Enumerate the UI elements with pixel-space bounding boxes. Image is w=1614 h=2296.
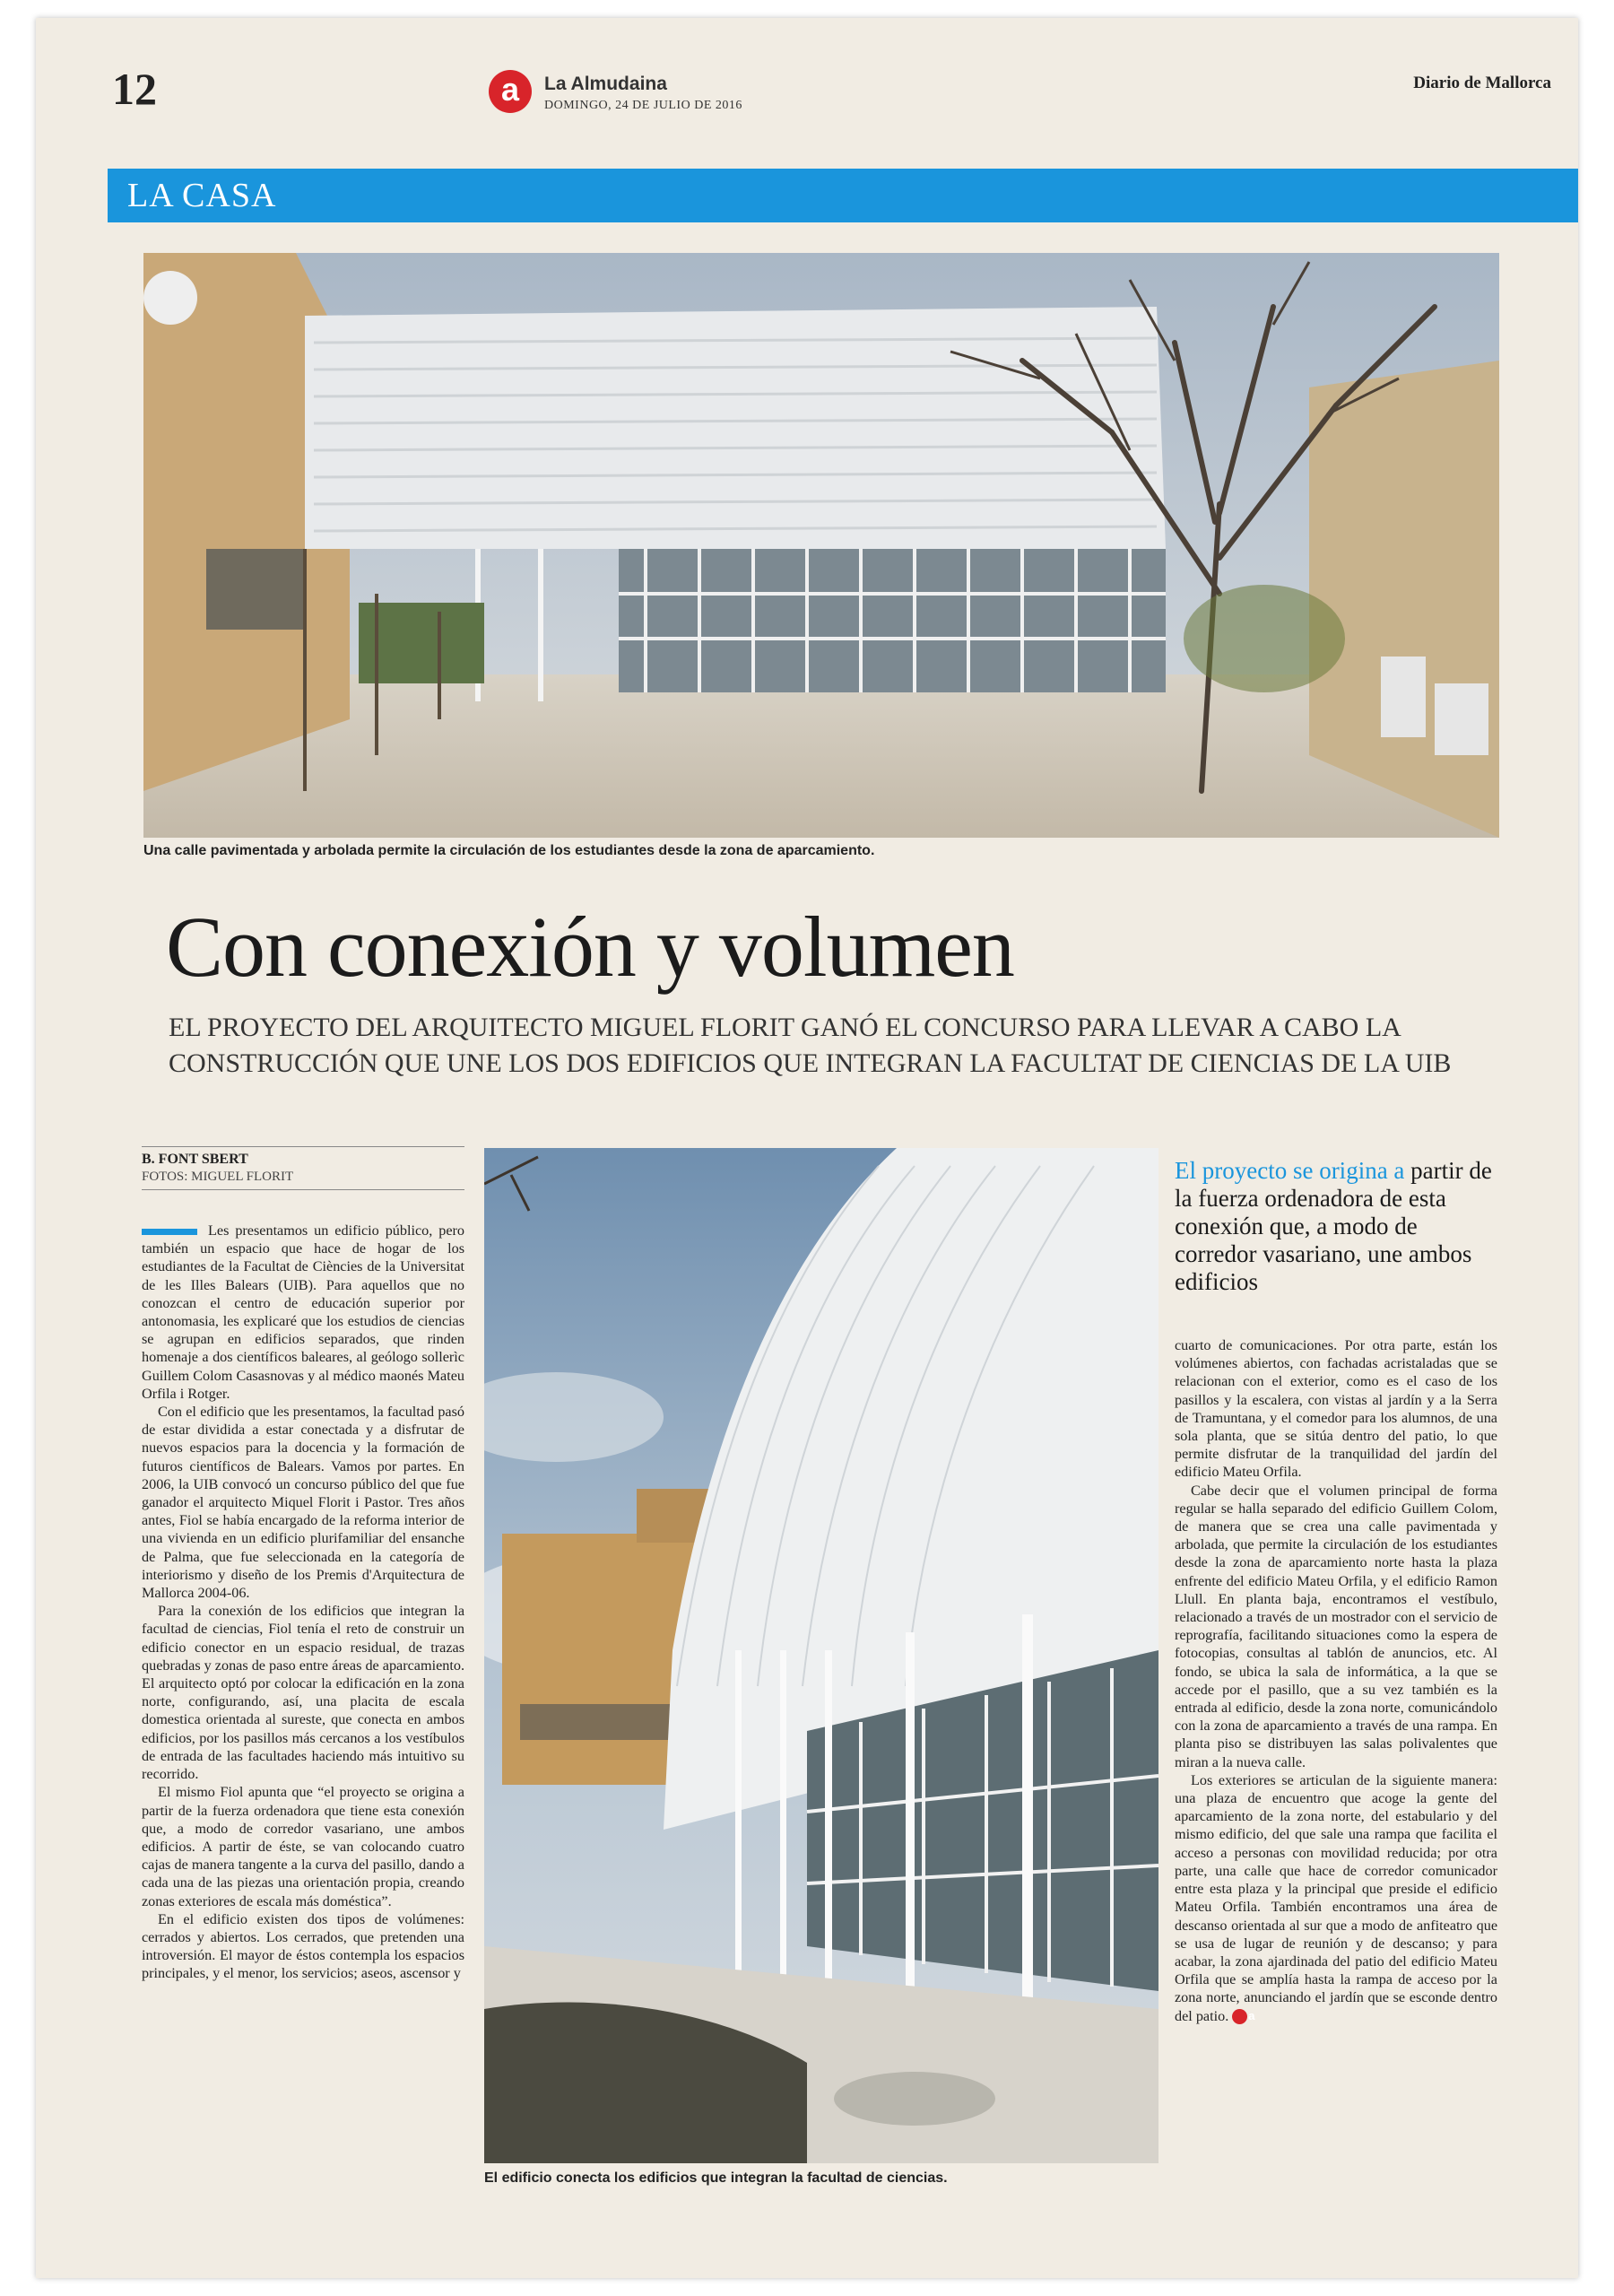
middle-photo-caption: El edificio conecta los edificios que integran la facultad de ciencias. [484, 2170, 948, 2186]
newspaper-logo-icon: a [489, 70, 532, 113]
issue-date: DOMINGO, 24 DE JULIO DE 2016 [544, 99, 742, 112]
article-paragraph: Para la conexión de los edificios que integran la facultad de ciencias, Fiol tenía el reto de construir un edificio conector en un espacio residual, de trazas quebradas y zonas de paso entre áreas de aparcamiento. El arquitecto optó por colocar la edificación en la zona norte, configurando, así, una placita de escala domestica orientada al sureste, que conecta en ambos edificios, por los pasillos más cercanos a los vestíbulos de entrada de las facultades haciendo más intuitivo su recorrido. [142, 1603, 464, 1783]
article-paragraph: Les presentamos un edificio público, pero también un espacio que hace de hogar de los estudiantes de la Facultat de Ciències de la Universitat de les Illes Balears (UIB). Para aquellos que no conozcan el centro de educación superior por antonomasia, les explicaré que los estudios de ciencias se agrupan en edificios separados, que rinden homenaje a dos científicos baleares, al geólogo sollerìc Guillem Colom Casasnovas y al médico maonés Mateu Orfila i Rotger. [142, 1222, 464, 1402]
section-banner [108, 169, 1578, 222]
top-photo [143, 253, 1499, 838]
pull-quote-text: partir de la fuerza ordenadora de esta conexión que, a modo de corredor vasariano, une ambos edificios [1175, 1157, 1492, 1295]
subhead: EL PROYECTO DEL ARQUITECTO MIGUEL FLORIT GANÓ EL CONCURSO PARA LLEVAR A CABO LA CONSTRUCCIÓN QUE UNE LOS DOS EDIFICIOS QUE INTEGRAN LA FACULTAT DE CIENCIAS DE LA UIB [169, 1013, 1452, 1078]
section-label: LA CASA [127, 177, 277, 214]
dash-icon [142, 1229, 197, 1235]
article-paragraph: Con el edificio que les presentamos, la facultad pasó de estar dividida a estar conectada y a disfrutar de nuevos espacios para la docencia y la formación de futuros científicos de Balears. Vamos por partes. En 2006, la UIB convocó un concurso público del que fue ganador el arquitecto Miquel Florit i Pastor. Tres años antes, Fiol se había encargado de la reforma interior de una vivienda en un edificio plurifamiliar del ensanche de Palma, que fue seleccionada en la categoría de interiorismo y diseño de los Premis d'Arquitectura de Mallorca 2004-06. [142, 1404, 464, 1602]
top-photo-caption: Una calle pavimentada y arbolada permite la circulación de los estudiantes desde la zona de aparcamiento. [143, 843, 875, 858]
pull-quote-highlight: El proyecto se origina a [1175, 1157, 1405, 1184]
article-paragraph: Cabe decir que el volumen principal de forma regular se halla separado del edificio Guillem Colom, de manera que se crea una calle pavimentada y arbolada, que permite la circulación de los estudiantes desde la zona de aparcamiento norte hasta la plaza enfrente del edificio Mateu Orfila, y el edificio Ramon Llull. En planta baja, encontramos el vestíbulo, relacionado a través de un mostrador con el servicio de reprografía, facilitando situaciones como la espera de fotocopias, consultas al tablón de anuncios, etc. Al fondo, se ubica la sala de informática, a la que se accede por el pasillo, que a su vez también es la entrada al edificio, desde la zona norte, comunicándolo con la zona de aparcamiento a través de una rampa. En planta piso se distribuyen las salas polivalentes que miran a la nueva calle. [1175, 1482, 1497, 1770]
article-paragraph: En el edificio existen dos tipos de volúmenes: cerrados y abiertos. Los cerrados, que pretenden una introversión. El mayor de éstos contempla los espacios principales, y el menor, los servicios; aseos, ascensor y [142, 1910, 464, 1982]
article-paragraph: El mismo Fiol apunta que “el proyecto se origina a partir de la fuerza ordenadora que tiene esta conexión que, a modo de corredor vasariano, une ambos edificios. A partir de éste, se van colocando cuatro cajas de manera tangente a la curva del pasillo, dando a cada una de las piezas una orientación propia, creando zonas exteriores de escala más doméstica”. [142, 1784, 464, 1909]
byline-rule [142, 1189, 464, 1190]
byline-rule [142, 1146, 464, 1147]
article-column-3 [1175, 1336, 1497, 2025]
byline-author: B. FONT SBERT [142, 1152, 248, 1167]
headline: Con conexión y volumen [166, 899, 1014, 995]
article-paragraph: Los exteriores se articulan de la siguiente manera: una plaza de encuentro que acoge la gente del aparcamiento de la zona norte, del estabulario y del mismo edificio, del que sale una rampa que facilita el acceso a personas con movilidad reducida; por otra parte, una calle que hace de corredor comunicador entre esta plaza y la principal que preside el edificio Mateu Orfila. También encontramos una área de descanso orientada al sur que a modo de anfiteatro que se usa de lugar de reunión y de descanso; y para acabar, la zona ajardinada del patio del edificio Mateu Orfila que se amplía hasta la rampa de acceso por la zona norte, anunciando el jardín que se esconde dentro del patio. a [1175, 1771, 1497, 2024]
pull-quote [1175, 1157, 1497, 1296]
middle-photo [484, 1148, 1158, 2163]
article-column-1 [142, 1222, 464, 1983]
partner-newspaper: Diario de Mallorca [1413, 74, 1551, 92]
article-paragraph: cuarto de comunicaciones. Por otra parte, están los volúmenes abiertos, con fachadas acristaladas que se relacionan con el exterior, como es el caso de los pasillos y la escalera, con vistas al jardín y a la Serra de Tramuntana, y el comedor para los alumnos, de una sola planta, que se sitúa dentro del patio, lo que permite disfrutar de la tranquilidad del jardín del edificio Mateu Orfila. [1175, 1337, 1497, 1481]
end-mark-icon: a [1232, 2009, 1247, 2024]
page-number: 12 [112, 64, 157, 114]
newspaper-name: La Almudaina [544, 74, 667, 94]
photo-credit: FOTOS: MIGUEL FLORIT [142, 1170, 294, 1184]
